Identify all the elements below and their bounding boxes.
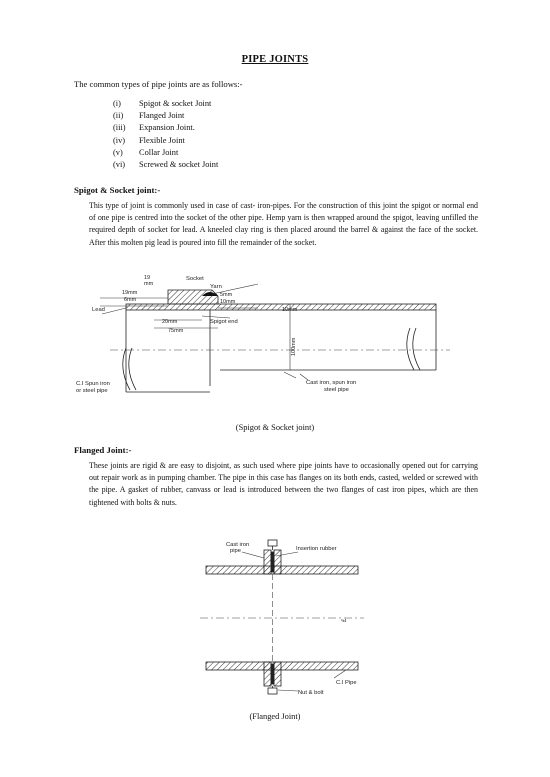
list-item: (iv) Flexible Joint: [113, 135, 185, 145]
socket-pipe-wall: [126, 290, 436, 310]
label-lead: Lead: [92, 307, 105, 313]
flanged-paragraph: These joints are rigid & are easy to disjoint, as such used where pipe joints have to occasionally opened out for carrying out repair work as in pumping chamber. The pipe in this case has flanges on its both ends, casted, welded or screwed with the pipe. A gasket of rubber, canvass or lead is introduced between the two flanges of cast iron pipes, which are then tightened with bolts & nuts.: [89, 461, 478, 507]
label-cast-iron-1: Cast iron: [226, 542, 250, 548]
label-ci-spun-1: C.I Spun iron: [76, 381, 110, 387]
label-centerline-mark: £: [342, 618, 348, 622]
label-75mm: 75mm: [168, 328, 184, 334]
label-5mm: 5mm: [220, 292, 233, 298]
label-20mm: 20mm: [162, 319, 178, 325]
label-cast-iron-1: Cast iron, spun iron: [306, 380, 357, 386]
joint-types-list: [113, 99, 218, 172]
label-6mm: 6mm: [124, 297, 137, 303]
label-spigot-end: Spigot end: [210, 319, 238, 325]
label-yarn: Yarn: [210, 284, 222, 290]
label-socket: Socket: [186, 276, 204, 282]
list-item: (ii) Flanged Joint: [113, 111, 185, 121]
label-19mm: 19mm: [122, 290, 138, 296]
label-ci-spun-2: or steel pipe: [76, 388, 108, 394]
label-cast-iron-2: steel pipe: [324, 387, 349, 393]
spigot-paragraph: This type of joint is commonly used in case of cast- iron-pipes. For the construction of this joint the spigot or normal end of one pipe is centred into the socket of the other pipe. Hemp yarn is then wrapped around the spigot, leaving unfilled the required depth of socket for lead. A kneeled clay ring is then placed around the barrel & against the face of the socket. After this molten pig lead is poured into fill the remainder of the socket.: [89, 201, 478, 247]
spigot-heading: Spigot & Socket joint:-: [74, 185, 161, 195]
label-mm: mm: [144, 281, 154, 287]
label-10mm-top: 10mm: [220, 299, 236, 305]
label-100mm: 100mm: [291, 337, 297, 356]
list-item: (iii) Expansion Joint.: [113, 123, 195, 133]
label-19: 19: [144, 275, 151, 281]
label-ci-pipe: C.I Pipe: [336, 680, 357, 686]
flanged-heading: Flanged Joint:-: [74, 445, 132, 455]
list-item: (v) Collar Joint: [113, 147, 179, 157]
label-cast-iron-2: pipe: [230, 548, 241, 554]
label-insertion-rubber: Insertion rubber: [296, 546, 337, 552]
list-item: (i) Spigot & socket Joint: [113, 99, 212, 108]
flanged-caption: (Flanged Joint): [249, 712, 301, 721]
flanged-joint-diagram: [196, 538, 372, 700]
label-10mm-right: 10mm: [282, 307, 298, 313]
list-item: (vi) Screwed & socket Joint: [113, 159, 219, 169]
page-title: PIPE JOINTS: [241, 54, 309, 65]
spigot-socket-diagram: [70, 268, 480, 402]
spigot-caption: (Spigot & Socket joint): [235, 423, 315, 432]
intro-text: The common types of pipe joints are as follows:-: [74, 79, 243, 89]
label-nut-bolt: Nut & bolt: [298, 690, 324, 696]
